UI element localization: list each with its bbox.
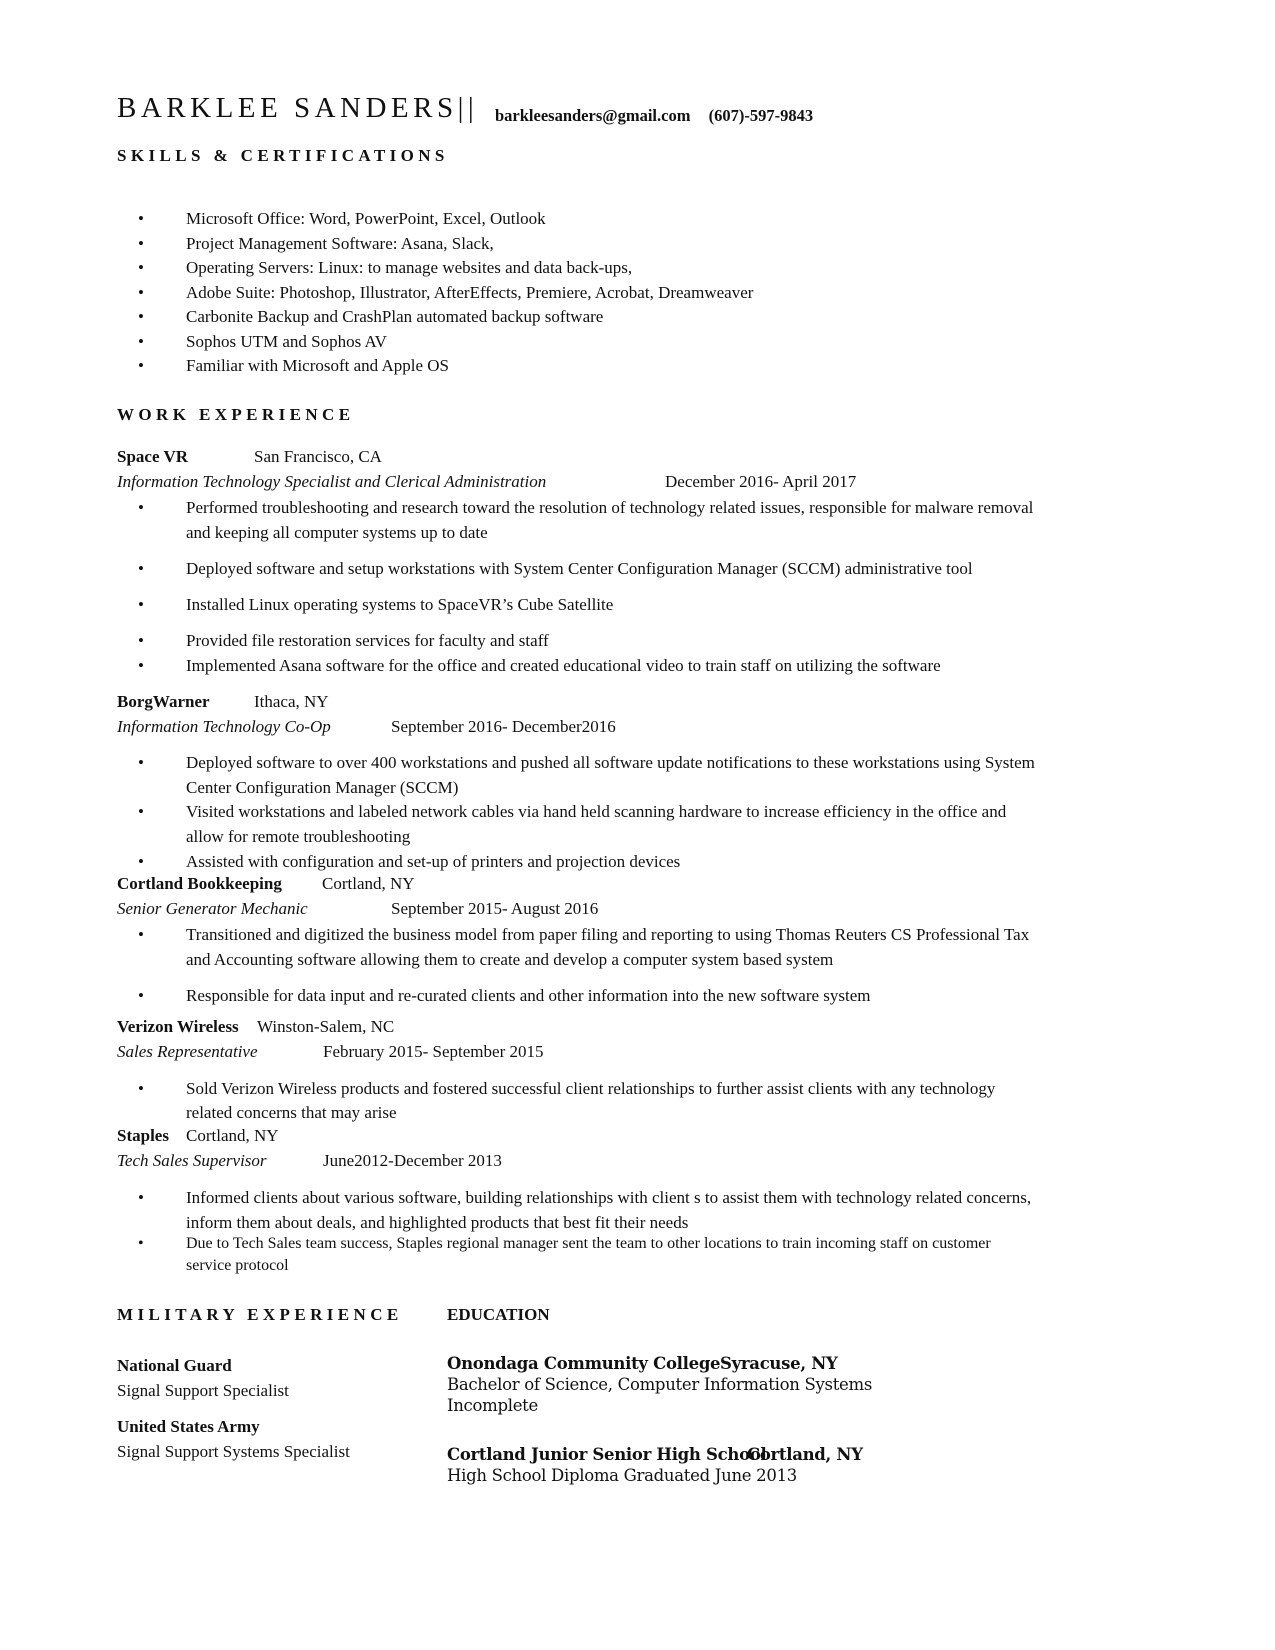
company-location: Cortland, NY <box>186 1126 279 1145</box>
school-location: Cortland, NY <box>747 1445 863 1464</box>
company-location: Winston-Salem, NC <box>257 1017 395 1036</box>
job-role: Senior Generator Mechanic <box>117 899 308 918</box>
company-location: Ithaca, NY <box>254 692 329 711</box>
job-dates: December 2016- April 2017 <box>665 472 857 491</box>
job-role: Sales Representative <box>117 1042 258 1061</box>
military-heading: MILITARY EXPERIENCE <box>117 1305 403 1324</box>
job-dates: September 2016- December2016 <box>391 717 616 736</box>
job-dates: September 2015- August 2016 <box>391 899 599 918</box>
job-dates: June2012-December 2013 <box>323 1151 502 1170</box>
company-name: Staples <box>117 1126 169 1145</box>
company-name: Space VR <box>117 447 188 466</box>
phone-number: (607)-597-9843 <box>708 106 814 125</box>
school-degree: High School Diploma Graduated June 2013 <box>447 1466 797 1485</box>
school-name: Cortland Junior Senior High School <box>447 1445 767 1464</box>
school-status: Incomplete <box>447 1396 538 1415</box>
school-name: Onondaga Community College <box>447 1354 721 1373</box>
job-role: Information Technology Co-Op <box>117 717 331 736</box>
military-org: United States Army <box>117 1417 260 1436</box>
company-name: Cortland Bookkeeping <box>117 874 282 893</box>
company-name: Verizon Wireless <box>117 1017 239 1036</box>
school-location: Syracuse, NY <box>720 1354 838 1373</box>
school-degree: Bachelor of Science, Computer Information Systems <box>447 1375 873 1394</box>
skills-heading: SKILLS & CERTIFICATIONS <box>117 146 449 165</box>
contact-line <box>495 106 813 126</box>
military-title: Signal Support Systems Specialist <box>117 1442 350 1461</box>
skills-list: • Microsoft Office: Word, PowerPoint, Excel, Outlook • Project Management Software: Asana, Slack, • Operating Servers: Linux: to manage websites and data back-ups, • Adobe Suite: Photoshop, Illustrator, AfterEffects, Premiere, Acrobat, Dreamweaver • Carbonite Backup and CrashPlan automated backup software • Sophos UTM and Sophos AV • Familiar with Microsoft and Apple OS <box>138 209 754 375</box>
email-address: barkleesanders@gmail.com <box>495 106 691 125</box>
company-location: Cortland, NY <box>322 874 415 893</box>
military-org: National Guard <box>117 1356 232 1375</box>
company-location: San Francisco, CA <box>254 447 382 466</box>
job-role: Information Technology Specialist and Clerical Administration <box>117 472 547 491</box>
resume-name: BARKLEE SANDERS|| <box>117 92 479 124</box>
job-role: Tech Sales Supervisor <box>117 1151 267 1170</box>
education-heading: EDUCATION <box>447 1305 550 1324</box>
military-title: Signal Support Specialist <box>117 1381 289 1400</box>
job-dates: February 2015- September 2015 <box>323 1042 544 1061</box>
company-name: BorgWarner <box>117 692 210 711</box>
work-heading: WORK EXPERIENCE <box>117 405 355 424</box>
